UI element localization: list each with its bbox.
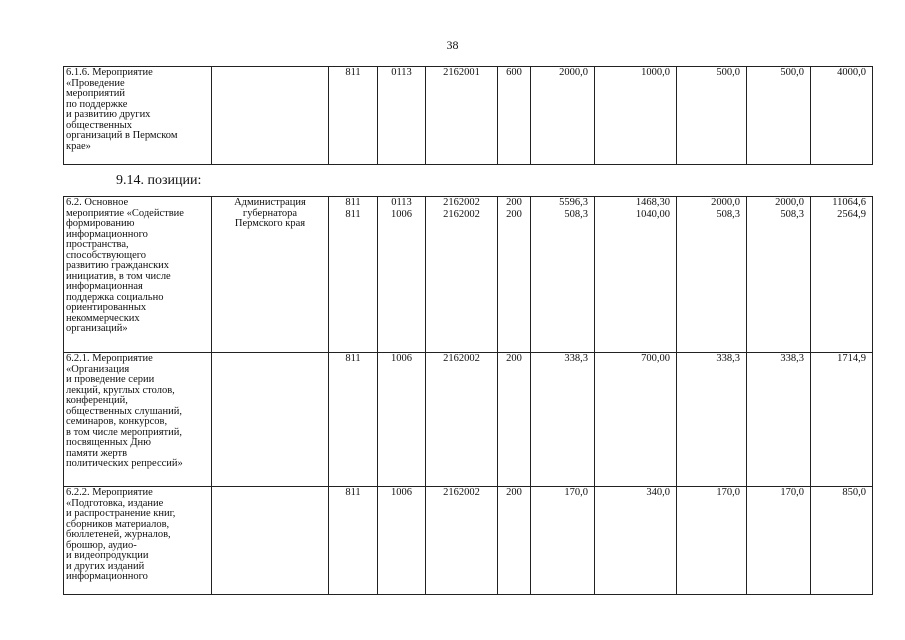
- description-line: информационная: [66, 281, 143, 292]
- target-article-code: 2162001: [443, 67, 480, 78]
- amount-year-3: 170,0: [716, 487, 740, 498]
- amount-total: 11064,6: [832, 197, 866, 208]
- amount-year-3-cell: [677, 197, 747, 353]
- section-heading: 9.14. позиции:: [116, 173, 202, 188]
- amount-year-1: 5596,3: [559, 197, 588, 208]
- amount-total-cell: [811, 487, 873, 595]
- amount-total: 1714,9: [837, 353, 866, 364]
- expense-type-code-cell: [498, 197, 531, 353]
- description-line: бюллетеней, журналов,: [66, 529, 171, 540]
- table-row: [64, 197, 873, 353]
- grbs-code: 811: [345, 353, 361, 364]
- activity-description: [64, 487, 212, 595]
- amount-year-3: 2000,0: [711, 197, 740, 208]
- grbs-code-cell: [329, 353, 378, 487]
- grbs-code: 811: [345, 487, 361, 498]
- activity-description: [64, 67, 212, 165]
- description-line: общественных слушаний,: [66, 405, 182, 417]
- description-line: в том числе мероприятий,: [66, 426, 183, 438]
- description-line: инициатив, в том числе: [66, 270, 171, 282]
- description-line: организаций в Пермском: [66, 130, 178, 141]
- target-article-code: 2162002: [443, 353, 480, 364]
- amount-year-1-cell: [531, 353, 595, 487]
- amount-year-1: 170,0: [564, 487, 588, 498]
- description-line: брошюр, аудио-: [66, 539, 137, 551]
- description-line: формированию: [66, 218, 135, 229]
- amount-year-4: 2000,0: [775, 197, 804, 208]
- grbs-code: 811: [345, 197, 361, 208]
- section-code: 1006: [391, 487, 412, 498]
- description-line: 6.2. Основное: [66, 197, 129, 208]
- description-line: и распространение книг,: [66, 508, 176, 519]
- description-line: и видеопродукции: [66, 550, 149, 561]
- amount-total: 850,0: [842, 487, 866, 498]
- table-row: [64, 67, 873, 165]
- target-article-code: 2162002: [443, 487, 480, 498]
- amount-year-3: 508,3: [716, 209, 740, 220]
- expense-type-code: 200: [506, 353, 522, 364]
- amount-year-3-cell: [677, 353, 747, 487]
- amount-total-cell: [811, 197, 873, 353]
- expense-type-code: 600: [506, 67, 522, 78]
- description-line: мероприятий: [66, 88, 125, 99]
- amount-year-4: 500,0: [780, 67, 804, 78]
- table-row: [64, 353, 873, 487]
- description-line: ориентированных: [66, 302, 147, 313]
- amount-year-1-cell: [531, 487, 595, 595]
- amount-year-4: 170,0: [780, 487, 804, 498]
- amount-year-2-cell: [595, 197, 677, 353]
- expense-type-code-cell: [498, 353, 531, 487]
- amount-year-3: 500,0: [716, 67, 740, 78]
- description-line: информационного: [66, 571, 148, 582]
- section-code-cell: [378, 67, 426, 165]
- amount-year-2: 1468,30: [635, 197, 670, 208]
- amount-year-4-cell: [747, 67, 811, 165]
- expense-type-code-cell: [498, 67, 531, 165]
- table-row: [64, 487, 873, 595]
- section-code-cell: [378, 487, 426, 595]
- grbs-code-cell: [329, 487, 378, 595]
- table2-body: [64, 197, 873, 595]
- table1-body: [64, 67, 873, 165]
- target-article-code: 2162002: [443, 197, 480, 208]
- amount-year-4-cell: [747, 197, 811, 353]
- amount-year-3-cell: [677, 487, 747, 595]
- responsible-executor: [212, 67, 329, 165]
- description-line: 6.2.1. Мероприятие: [66, 353, 153, 364]
- target-article-code-cell: [426, 487, 498, 595]
- description-line: крае»: [66, 140, 91, 152]
- section-code: 0113: [391, 67, 412, 78]
- description-line: пространства,: [66, 239, 129, 250]
- amount-year-2: 340,0: [646, 487, 670, 498]
- description-line: лекций, круглых столов,: [66, 384, 175, 396]
- description-line: организаций»: [66, 323, 128, 334]
- description-line: поддержка социально: [66, 291, 164, 303]
- description-line: политических репрессий»: [66, 458, 183, 469]
- responsible-line: Пермского края: [234, 218, 306, 229]
- description-line: сборников материалов,: [66, 518, 170, 530]
- amount-year-1: 508,3: [564, 209, 588, 220]
- description-line: и развитию других: [66, 109, 151, 120]
- description-line: некоммерческих: [66, 312, 140, 324]
- amount-year-2: 1000,0: [641, 67, 670, 78]
- amount-year-3-cell: [677, 67, 747, 165]
- section-code: 1006: [391, 353, 412, 364]
- responsible-line: Администрация: [234, 197, 306, 208]
- description-line: «Подготовка, издание: [66, 497, 164, 509]
- amount-year-1: 2000,0: [559, 67, 588, 78]
- section-code-cell: [378, 353, 426, 487]
- amount-year-4: 338,3: [780, 353, 804, 364]
- responsible-executor: [212, 197, 329, 353]
- page-number: 38: [446, 38, 459, 52]
- description-line: 6.1.6. Мероприятие: [66, 67, 153, 78]
- budget-table-top: [63, 66, 873, 165]
- description-line: информационного: [66, 228, 148, 240]
- description-line: «Проведение: [66, 77, 125, 89]
- amount-year-4-cell: [747, 353, 811, 487]
- amount-year-4-cell: [747, 487, 811, 595]
- section-code: 0113: [391, 197, 412, 208]
- amount-year-2-cell: [595, 487, 677, 595]
- description-line: и других изданий: [66, 560, 145, 572]
- section-code-cell: [378, 197, 426, 353]
- description-line: памяти жертв: [66, 447, 128, 459]
- description-line: посвященных Дню: [66, 437, 151, 448]
- description-line: способствующего: [66, 249, 147, 261]
- grbs-code: 811: [345, 209, 361, 220]
- grbs-code: 811: [345, 67, 361, 78]
- budget-table-main: [63, 196, 873, 595]
- description-line: семинаров, конкурсов,: [66, 416, 168, 427]
- target-article-code-cell: [426, 353, 498, 487]
- grbs-code-cell: [329, 197, 378, 353]
- target-article-code: 2162002: [443, 209, 480, 220]
- responsible-executor: [212, 353, 329, 487]
- activity-description: [64, 353, 212, 487]
- amount-year-2: 1040,00: [635, 209, 670, 220]
- expense-type-code: 200: [506, 487, 522, 498]
- amount-total-cell: [811, 67, 873, 165]
- amount-total-cell: [811, 353, 873, 487]
- section-code: 1006: [391, 209, 412, 220]
- responsible-executor: [212, 487, 329, 595]
- amount-year-2-cell: [595, 67, 677, 165]
- activity-description: [64, 197, 212, 353]
- description-line: мероприятие «Содействие: [66, 207, 184, 219]
- amount-year-3: 338,3: [716, 353, 740, 364]
- description-line: 6.2.2. Мероприятие: [66, 487, 153, 498]
- amount-total: 2564,9: [837, 209, 866, 220]
- amount-year-2: 700,00: [641, 353, 670, 364]
- expense-type-code-cell: [498, 487, 531, 595]
- amount-year-4: 508,3: [780, 209, 804, 220]
- amount-year-1: 338,3: [564, 353, 588, 364]
- description-line: по поддержке: [66, 98, 128, 110]
- description-line: конференций,: [66, 395, 128, 406]
- target-article-code-cell: [426, 67, 498, 165]
- amount-total: 4000,0: [837, 67, 866, 78]
- amount-year-1-cell: [531, 197, 595, 353]
- grbs-code-cell: [329, 67, 378, 165]
- description-line: и проведение серии: [66, 374, 155, 385]
- description-line: развитию гражданских: [66, 260, 170, 271]
- responsible-line: губернатора: [242, 207, 298, 219]
- description-line: «Организация: [66, 363, 130, 375]
- expense-type-code: 200: [506, 209, 522, 220]
- target-article-code-cell: [426, 197, 498, 353]
- amount-year-1-cell: [531, 67, 595, 165]
- description-line: общественных: [66, 119, 132, 131]
- amount-year-2-cell: [595, 353, 677, 487]
- expense-type-code: 200: [506, 197, 522, 208]
